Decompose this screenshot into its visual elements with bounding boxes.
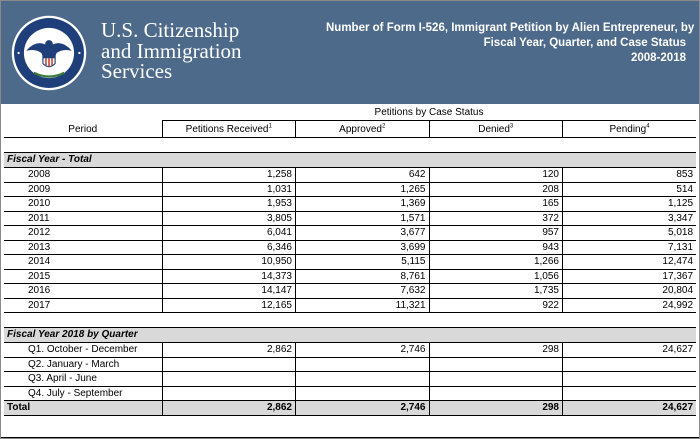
value-cell	[429, 372, 563, 387]
period-cell: Q2. January - March	[4, 357, 162, 372]
value-cell	[563, 372, 697, 387]
agency-line-3: Services	[101, 59, 173, 83]
total-value: 2,746	[296, 401, 430, 416]
table-row	[4, 269, 696, 284]
period-cell: 2009	[4, 182, 162, 197]
value-cell: 853	[563, 168, 697, 183]
value-cell: 943	[429, 240, 563, 255]
value-cell	[429, 357, 563, 372]
value-cell: 5,018	[563, 226, 697, 241]
report-title	[326, 21, 695, 66]
table-row	[4, 182, 696, 197]
spacer-row	[4, 313, 696, 328]
value-cell: 3,347	[563, 211, 697, 226]
report-header	[1, 1, 699, 104]
section-header-row	[4, 328, 696, 343]
agency-line-1: U.S. Citizenship	[101, 18, 240, 42]
total-value: 298	[429, 401, 563, 416]
column-header-petitions-received	[162, 121, 296, 138]
column-header-period	[4, 121, 162, 138]
period-cell: 2011	[4, 211, 162, 226]
value-cell: 1,258	[162, 168, 296, 183]
value-cell: 10,950	[162, 255, 296, 270]
value-cell: 1,031	[162, 182, 296, 197]
value-cell: 8,761	[296, 269, 430, 284]
table-row	[4, 211, 696, 226]
period-cell: 2016	[4, 284, 162, 299]
value-cell: 6,346	[162, 240, 296, 255]
table-row	[4, 386, 696, 401]
agency-name	[101, 20, 242, 82]
footnote-marker: 3	[509, 123, 514, 130]
value-cell	[162, 372, 296, 387]
report-title-line-2: Fiscal Year, Quarter, and Case Status	[483, 37, 686, 49]
group-header: Petitions by Case Status	[162, 105, 696, 121]
table-bottom-border	[1, 437, 699, 438]
period-cell: 2015	[4, 269, 162, 284]
period-cell: 2010	[4, 197, 162, 212]
value-cell: 12,165	[162, 298, 296, 313]
value-cell: 1,265	[296, 182, 430, 197]
value-cell: 11,321	[296, 298, 430, 313]
value-cell: 3,805	[162, 211, 296, 226]
value-cell: 642	[296, 168, 430, 183]
value-cell: 298	[429, 343, 563, 358]
value-cell: 24,627	[563, 343, 697, 358]
value-cell: 7,632	[296, 284, 430, 299]
value-cell: 20,804	[563, 284, 697, 299]
spacer-row	[4, 138, 696, 153]
column-header-denied	[429, 121, 563, 138]
section-title: Fiscal Year 2018 by Quarter	[4, 328, 696, 343]
dhs-seal-icon	[11, 15, 87, 91]
column-header-label: Period	[68, 124, 98, 135]
value-cell: 922	[429, 298, 563, 313]
value-cell: 957	[429, 226, 563, 241]
column-header-label: Petitions Received	[185, 124, 269, 135]
table-row	[4, 255, 696, 270]
value-cell: 6,041	[162, 226, 296, 241]
agency-line-2: and Immigration	[101, 38, 242, 63]
value-cell: 14,373	[162, 269, 296, 284]
period-cell: Q3. April - June	[4, 372, 162, 387]
table-row	[4, 284, 696, 299]
table-row	[4, 197, 696, 212]
value-cell: 14,147	[162, 284, 296, 299]
value-cell: 3,699	[296, 240, 430, 255]
value-cell	[162, 386, 296, 401]
value-cell: 17,367	[563, 269, 697, 284]
column-header-label: Approved	[339, 124, 382, 135]
footnote-marker: 4	[646, 123, 650, 130]
period-cell: Q1. October - December	[4, 343, 162, 358]
section-header-row	[4, 153, 696, 168]
total-label: Total	[4, 401, 162, 416]
value-cell: 2,862	[162, 343, 296, 358]
report-title-line-3: 2008-2018	[631, 52, 686, 64]
petitions-table-container	[4, 105, 696, 416]
value-cell: 24,992	[563, 298, 697, 313]
table-row	[4, 226, 696, 241]
value-cell: 372	[429, 211, 563, 226]
period-cell: 2013	[4, 240, 162, 255]
value-cell: 1,571	[296, 211, 430, 226]
total-value: 2,862	[162, 401, 296, 416]
table-row	[4, 357, 696, 372]
value-cell: 12,474	[563, 255, 697, 270]
value-cell: 2,746	[296, 343, 430, 358]
column-header-pending	[563, 121, 697, 138]
group-header-row	[4, 105, 696, 121]
value-cell: 1,266	[429, 255, 563, 270]
total-row	[4, 401, 696, 416]
value-cell: 165	[429, 197, 563, 212]
section-title: Fiscal Year - Total	[4, 153, 696, 168]
footnote-marker: 1	[268, 123, 272, 130]
period-cell: 2014	[4, 255, 162, 270]
value-cell: 514	[563, 182, 697, 197]
table-row	[4, 168, 696, 183]
value-cell	[162, 357, 296, 372]
footnote-marker: 2	[381, 123, 386, 130]
table-row	[4, 372, 696, 387]
value-cell	[296, 357, 430, 372]
value-cell	[296, 372, 430, 387]
value-cell: 1,735	[429, 284, 563, 299]
column-header-label: Denied	[478, 124, 510, 135]
value-cell	[563, 386, 697, 401]
table-row	[4, 298, 696, 313]
value-cell: 120	[429, 168, 563, 183]
table-row	[4, 343, 696, 358]
value-cell	[563, 357, 697, 372]
value-cell: 1,953	[162, 197, 296, 212]
column-header-label: Pending	[609, 124, 647, 135]
period-cell: 2008	[4, 168, 162, 183]
report-title-line-1: Number of Form I-526, Immigrant Petition by Alien Entrepreneur, by	[326, 22, 695, 34]
value-cell	[429, 386, 563, 401]
value-cell	[296, 386, 430, 401]
value-cell: 1,369	[296, 197, 430, 212]
value-cell: 7,131	[563, 240, 697, 255]
period-cell: Q4. July - September	[4, 386, 162, 401]
column-header-row	[4, 121, 696, 138]
value-cell: 1,056	[429, 269, 563, 284]
value-cell: 208	[429, 182, 563, 197]
petitions-table	[4, 105, 696, 416]
period-cell: 2012	[4, 226, 162, 241]
value-cell: 5,115	[296, 255, 430, 270]
value-cell: 3,677	[296, 226, 430, 241]
total-value: 24,627	[563, 401, 697, 416]
table-body	[4, 138, 696, 416]
table-row	[4, 240, 696, 255]
value-cell: 1,125	[563, 197, 697, 212]
period-cell: 2017	[4, 298, 162, 313]
column-header-approved	[296, 121, 430, 138]
